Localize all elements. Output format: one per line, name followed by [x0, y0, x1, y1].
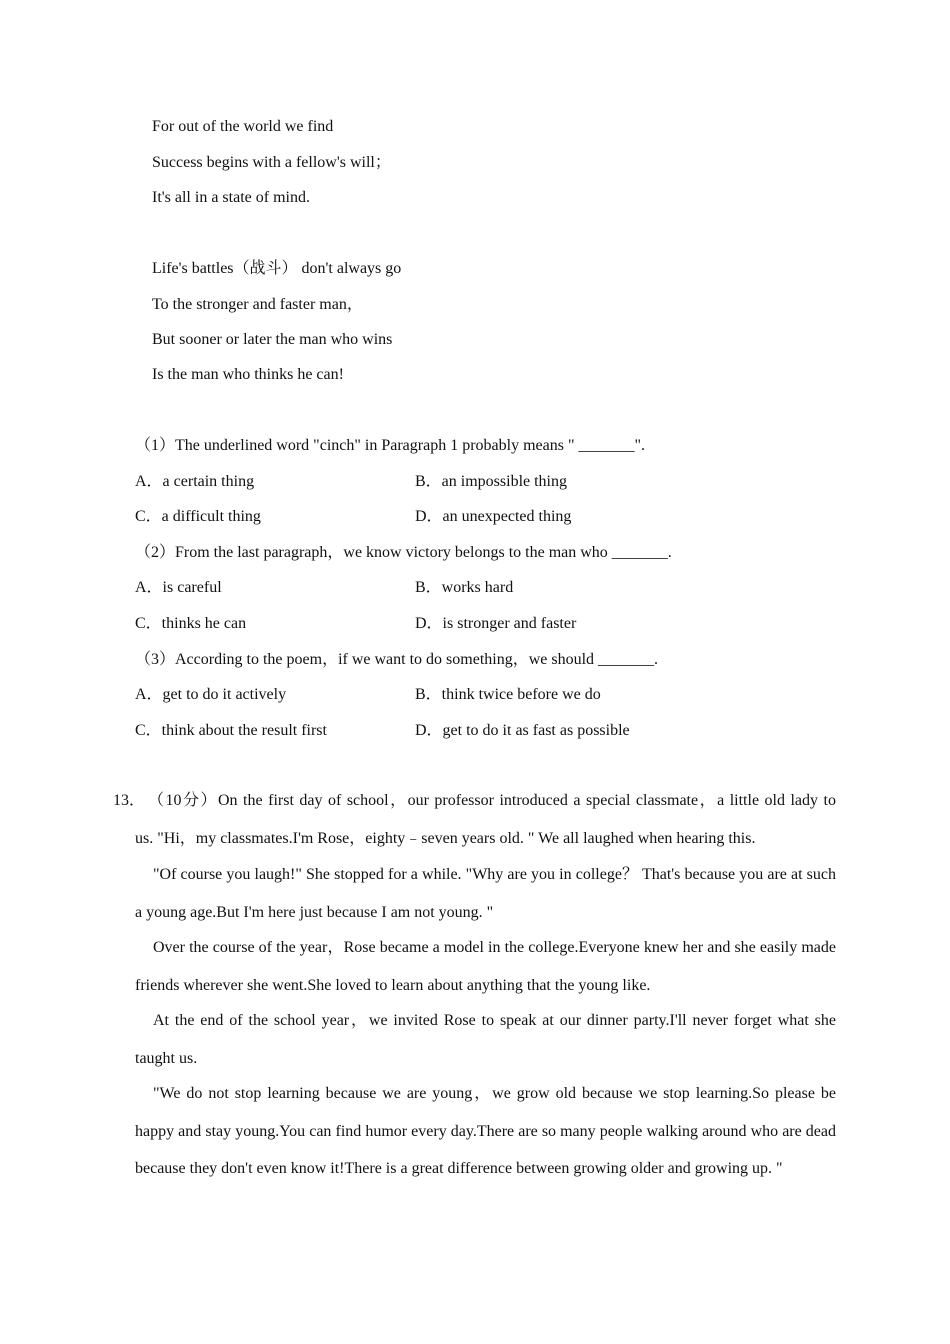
option-c: C．thinks he can [135, 615, 247, 632]
poem-line: To the stronger and faster man， [152, 296, 363, 313]
question-stem: （3）According to the poem，if we want to do something，we should _______. [135, 651, 659, 668]
option-b: B．an impossible thing [415, 473, 568, 490]
option-d: D．an unexpected thing [415, 508, 572, 525]
poem-line: Life's battles（战斗） don't always go [152, 260, 402, 277]
poem-line: Success begins with a fellow's will； [152, 154, 391, 171]
option-d: D．get to do it as fast as possible [415, 722, 630, 739]
option-b: B．think twice before we do [415, 686, 601, 703]
passage-paragraph: "Of course you laugh!" She stopped for a while. "Why are you in college？ That's because you are at such a young age.But I'm here just because I am not young. " [135, 866, 837, 921]
option-a: A．get to do it actively [135, 686, 287, 703]
passage-intro: （10分）On the first day of school，our professor introduced a special classmate，a little old lady to [148, 792, 836, 809]
poem-line: For out of the world we find [152, 118, 334, 135]
poem-line: But sooner or later the man who wins [152, 331, 393, 348]
option-a: A．a certain thing [135, 473, 255, 490]
question-stem: （1）The underlined word "cinch" in Paragraph 1 probably means " _______". [135, 437, 646, 454]
passage-paragraph: "We do not stop learning because we are young，we grow old because we stop learning.So please be happy and stay young.You can find humor every day.There are so many people walking around who are dead because they don't even know it!There is a great difference between growing older and growing up. " [135, 1085, 836, 1177]
question-number: 13． [113, 792, 146, 809]
passage-intro-continued: us. "Hi，my classmates.I'm Rose，eighty﹣seven years old. " We all laughed when hearing this. [135, 830, 756, 847]
poem-line: Is the man who thinks he can! [152, 366, 344, 383]
option-b: B．works hard [415, 579, 514, 596]
question-stem: （2）From the last paragraph，we know victory belongs to the man who _______. [135, 544, 672, 561]
option-c: C．a difficult thing [135, 508, 261, 525]
passage-paragraph: At the end of the school year，we invited Rose to speak at our dinner party.I'll never forget what she taught us. [135, 1012, 836, 1067]
option-d: D．is stronger and faster [415, 615, 577, 632]
poem-line: It's all in a state of mind. [152, 189, 310, 206]
option-a: A．is careful [135, 579, 222, 596]
passage-paragraph: Over the course of the year，Rose became a model in the college.Everyone knew her and she easily made friends wherever she went.She loved to learn about anything that the young like. [135, 939, 836, 994]
option-c: C．think about the result first [135, 722, 327, 739]
